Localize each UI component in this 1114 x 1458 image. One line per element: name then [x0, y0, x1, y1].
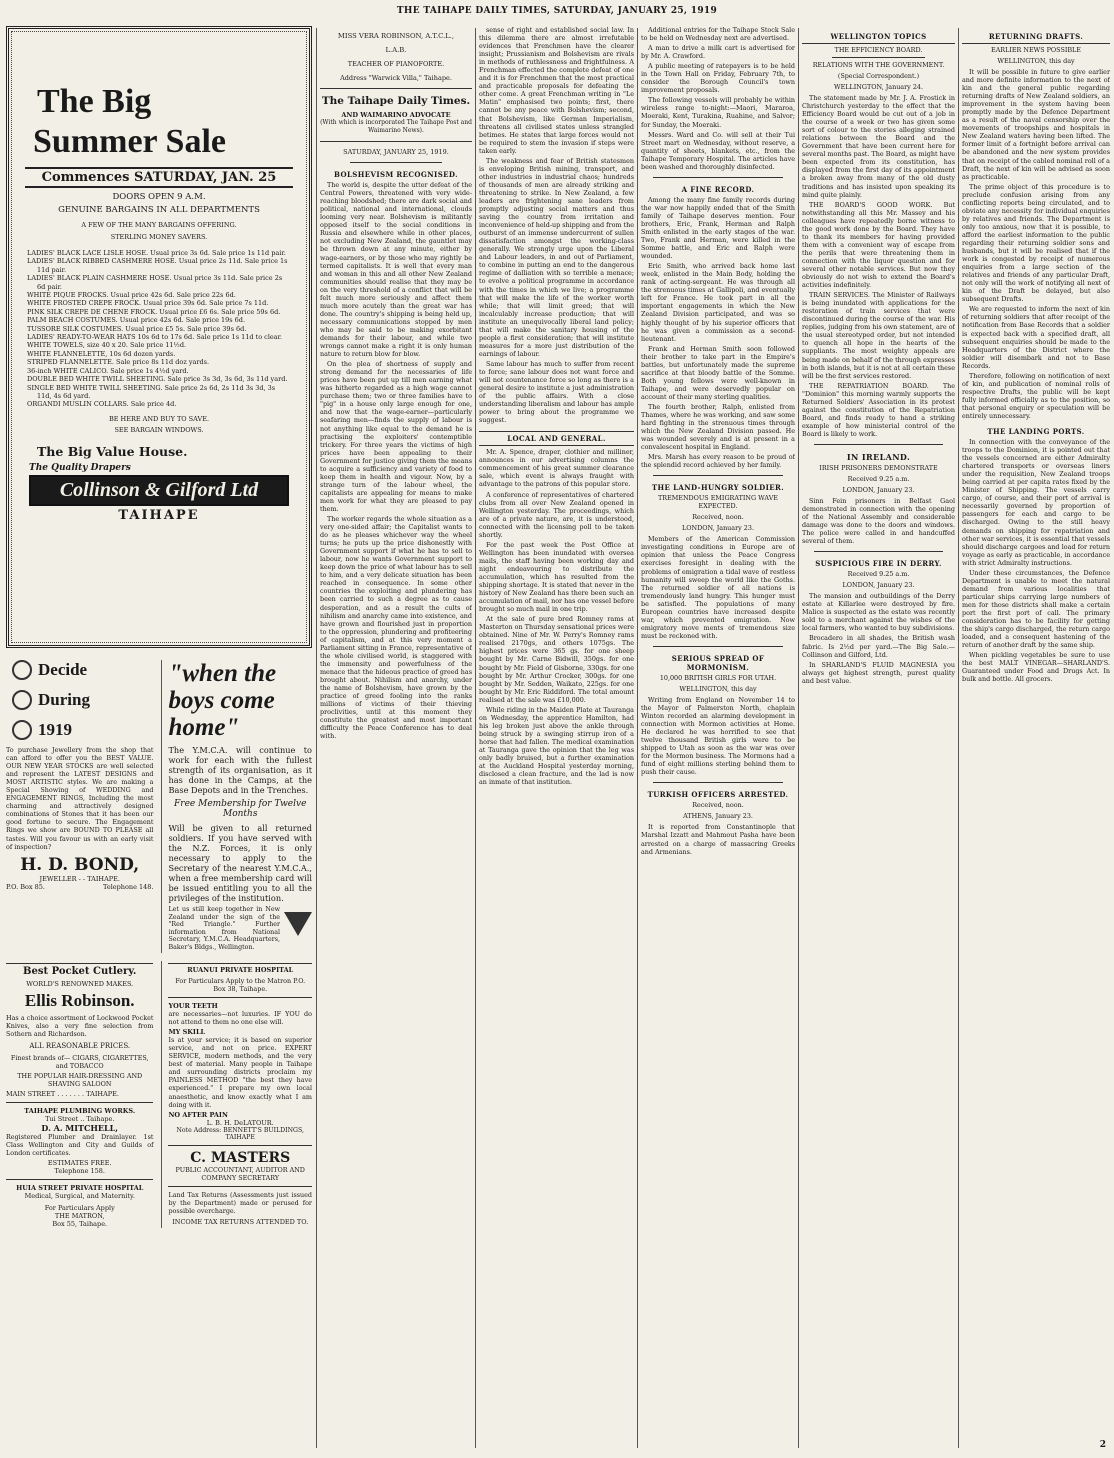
- topics-correspondent: (Special Correspondent.): [837, 72, 920, 80]
- advertisement-area: [6, 26, 312, 1452]
- sale-buy: BE HERE AND BUY TO SAVE.: [108, 414, 210, 423]
- article-paragraph: The statement made by Mr. J. A. Frostick in Christchurch yesterday to the effect that the Efficiency Board would be cut out of a job in the course of a week or two has given some sort of colour to the stories alleging strained relations between the Board and the Government that have been current here for several months past. The Board, as might have been expected from its constitution, has displayed from the first day of its appointment a broken away from many of the old dusty traditions and has insisted upon speaking its mind quite plainly.: [802, 94, 955, 199]
- article-paragraph: Additional entries for the Taihape Stock Sale to be held on Wednesday next are advertised.: [641, 26, 795, 43]
- middle-small-ads: [161, 961, 312, 1228]
- robinson-lab: L.A.B.: [385, 46, 407, 54]
- drafts-text: [962, 68, 1110, 420]
- column-4: [641, 26, 795, 1452]
- article-paragraph: The following vessels will probably be within wireless range to-night:—Maori, Mararoa, Moeraki, Kent, Turakina, Ruahine, and Salvor; for Sunday, the Moeraki.: [641, 96, 795, 129]
- column-3: [479, 26, 634, 1452]
- bond-text: To purchase Jewellery from the shop that can afford to offer you the BEST VALUE. OUR NEW YEAR STOCKS are well selected and represent the LATEST DESIGNS and MOST ARTISTIC styles. We are making a Special Showing of WEDDING and ENGAGEMENT RINGS, Including the most charming and attractively designed combinations of Stones that it has been our good fortune to secure. The Engagement Rings we show are BOUND TO PLEASE all tastes. Will you favour us with an early visit of inspection?: [6, 746, 154, 851]
- article-paragraph: Messrs. Ward and Co. will sell at their Tui Street mart on Wednesday, without reserve, a quantity of sheets, blankets, etc., from the Taihape Temporary Hospital. The articles have been washed and thoroughly disinfected.: [641, 130, 795, 171]
- cutlery-text: Has a choice assortment of Lockwood Pocket Knives, also a very fine selection from Sothern and Richardson.: [6, 1014, 154, 1039]
- article-paragraph: sense of right and established social law. In this dilemma there are almost irrefutable evidences that Frenchmen have the clearer insight; Prussianism and Bolshevism are rivals in methods of ruthlessness and frightfulness. A Frenchman effected the complete defeat of one and it is for Frenchmen that the most practical and practicable proposals for defeating the other come. A great Frenchman writing in "Le Matin" emphasised two points; first, there cannot be any peace with Bolshevism; second, that Bolshevism, like German Imperialism, threatens all civilised states unless strangled betimes. He states that large forces would not be required to stem the invasion if steps were taken early.: [479, 26, 634, 155]
- sale-item: DOUBLE BED WHITE TWILL SHEETING. Sale price 3s 3d, 3s 6d, 3s 11d yard.: [27, 375, 288, 384]
- sale-item: TUSSORE SILK COSTUMES. Usual price £5 5s. Sale price 39s 6d.: [27, 324, 247, 333]
- masthead: THE TAIHAPE DAILY TIMES, SATURDAY, JANUARY 25, 1919: [396, 6, 718, 16]
- landing-ports-heading: THE LANDING PORTS.: [987, 427, 1085, 437]
- ring-icon: [12, 720, 32, 740]
- bond-trade: JEWELLER - - TAIHAPE.: [39, 874, 120, 883]
- turkish-dateline: ATHENS, January 23.: [683, 812, 753, 821]
- sale-firm-logo: Collinson & Gilford Ltd: [29, 475, 289, 506]
- article-paragraph: A man to drive a milk cart is advertised for by Mr. A. Crawford.: [641, 44, 795, 61]
- column-rule: [637, 28, 638, 1448]
- plumbing-title: TAIHAPE PLUMBING WORKS.: [24, 1107, 136, 1116]
- article-paragraph: The worker regards the whole situation as a very one-sided affair; the Capitalist wants to do as he pleases whichever way the wheel turns; he puts up the price dishonestly with Government support if what he has to sell to labour, now he wants Government support to keep down the price of what labour has to sell to him, and a very delicate situation has been reached in consequence. In some other countries the exploiting and plundering has been carried to such a degree as to cause desperation, and as a result the cults of nihilism and anarchy came into existence, and have grown and flourished just in proportion to the oppression, plundering and profiteering of capitalism, and at this very moment a Parliament sitting in France, representative of the whole civilised world, is staggered with the immensity and powerfulness of the menace that the hideous practice of greed has brought about. Nihilism and anarchy, under the name of Bolshevism, have grown by the practice of greed fooling into the ranks millions of victims of their thieving proclivities, until at this moment they constitute the greatest and most important difficulty the Peace Conference has to deal with.: [320, 515, 472, 741]
- drafts-heading: RETURNING DRAFTS.: [962, 32, 1110, 44]
- article-paragraph: At the sale of pure bred Romney rams at Masterton on Thursday sensational prices were obtained. Nine of Mr. W. Perry's Romney rams realised 2170gs, and others 1075gs. The highest prices were 365 gs. for one sheep bought by Mr. Carne Bidwill, 350gs. for one bought by Mr. Field of Gisborne, 330gs. for one bought by Mr. Arthur Crocker, 300gs. for one bought by Mr. Sedden, Waikato, 225gs. for one bought by Mr. Eric Riddiford. The total amount realised at the sale was £10,000.: [479, 615, 634, 704]
- teeth-text-b: Is at your service; it is based on superior service, and not on price. EXPERT SERVICE, modern methods, and the very best of material. Many people in Taihape and surrounding districts proclaim my PAINLESS METHOD "the best they have experienced." I prepare my own local anaesthetic, and know exactly what I am doing with it.: [168, 1036, 312, 1109]
- bond-tel: Telephone 148.: [103, 882, 154, 891]
- plumbing-address: Tui Street .. Taihape.: [45, 1115, 115, 1124]
- sale-title-2: Summer Sale: [33, 123, 226, 160]
- sale-item: WHITE FROSTED CREPE FROCK. Usual price 39s 6d. Sale price 7s 11d.: [27, 299, 269, 308]
- article-paragraph: We are requested to inform the next of kin of returning soldiers that after receipt of the notification from Base Records that a soldier is expected back with a specified draft, all subsequent enquiries should be made to the Headquarters of the District where the soldier will disembark and not to Base Records.: [962, 305, 1110, 370]
- derry-heading: SUSPICIOUS FIRE IN DERRY.: [815, 559, 942, 569]
- article-paragraph: TRAIN SERVICES. The Minister of Railways is being inundated with applications for the restoration of train services that were discontinued during the course of the war. His replies, judging from his own statement, are of the usual stereotyped order, but not intended to quench all hope in the hearts of the suppliants. The most weighty appeals are being made on behalf of the through expresses in both islands, but it is not at all certain these will be the first services restored.: [802, 291, 955, 380]
- landing-ports-text: [962, 438, 1110, 683]
- article-paragraph: Under these circumstances, the Defence Department is unable to meet the natural demand from various localities that particular ships carrying large numbers of men for those districts shall make a certain port the first port of call. The primary consideration has to be facility for getting the ship's cargo discharged, the return cargo loaded, and a consequent hastening of the return of another draft by the same ship.: [962, 568, 1110, 650]
- ymca-headline: "when the boys come home": [168, 660, 277, 741]
- teeth-address: Note Address: BENNETT'S BUILDINGS, TAIHAPE: [176, 1126, 304, 1141]
- sale-item: PINK SILK CREPE DE CHENE FROCK. Usual price £6 6s. Sale price 59s 6d.: [27, 307, 281, 316]
- turkish-received: Received, noon.: [692, 801, 744, 810]
- robinson-name: MISS VERA ROBINSON, A.T.C.L.,: [337, 32, 455, 40]
- turkish-text: [641, 823, 795, 855]
- sale-item: STRIPED FLANNELETTE. Sale price 8s 11d doz yards.: [27, 358, 210, 367]
- mormonism-subheading: 10,000 BRITISH GIRLS FOR UTAH.: [659, 673, 777, 682]
- cutlery-name: Ellis Robinson.: [24, 991, 135, 1010]
- ireland-heading: IN IRELAND.: [846, 451, 911, 462]
- sale-item: LADIES' BLACK RIBBED CASHMERE HOSE. Usual price 2s 11d. Sale price 1s 11d pair.: [27, 257, 288, 274]
- local-general-heading: LOCAL AND GENERAL.: [479, 431, 634, 446]
- land-hungry-heading: THE LAND-HUNGRY SOLDIER.: [651, 483, 785, 493]
- bond-box: P.O. Box 85.: [6, 882, 45, 891]
- sale-item: 36-inch WHITE CALICO. Sale price 1s 4½d yard.: [27, 366, 189, 375]
- sale-item: ORGANDI MUSLIN COLLARS. Sale price 4d.: [27, 400, 177, 409]
- sale-windows: SEE BARGAIN WINDOWS.: [114, 425, 204, 434]
- article-paragraph: When pickling vegetables be sure to use the best MALT VINEGAR—SHARLAND'S. Guaranteed under Food and Drugs Act. In bulk and bottle. All grocers.: [962, 651, 1110, 684]
- turkish-heading: TURKISH OFFICERS ARRESTED.: [647, 790, 789, 800]
- mormonism-text: [641, 696, 795, 776]
- column-3-intro: [479, 26, 634, 424]
- land-hungry-text: [641, 535, 795, 640]
- editorial-text: [320, 181, 472, 740]
- derry-dateline: LONDON, January 23.: [842, 581, 915, 590]
- article-paragraph: THE REPATRIATION BOARD. The "Dominion" this morning warmly supports the Returned Soldiers' Association in its protest against the constitution of the Repatriation Board, and finds ready to hand a striking example of how ministerial control of the Board is likely to work.: [802, 381, 955, 438]
- article-paragraph: The mansion and outbuildings of the Derry estate at Killarlee were destroyed by fire. Malice is suspected as the estate was recently sold to a merchant against the wishes of the local farmers, who wanted to buy subdivisions.: [802, 592, 955, 633]
- cutlery-prices: ALL REASONABLE PRICES.: [29, 1042, 131, 1051]
- masters-role: PUBLIC ACCOUNTANT, AUDITOR AND COMPANY SECRETARY: [175, 1165, 305, 1182]
- robinson-teacher: TEACHER OF PIANOFORTE.: [347, 60, 445, 68]
- huia-subtitle: Medical, Surgical, and Maternity.: [24, 1192, 135, 1201]
- cutlery-brands: Finest brands of— CIGARS, CIGARETTES, and TOBACCO: [10, 1054, 149, 1071]
- local-general-text: [479, 448, 634, 786]
- ireland-subheading: IRISH PRISONERS DEMONSTRATE: [819, 463, 938, 472]
- topics-subheading: THE EFFICIENCY BOARD.: [834, 46, 923, 54]
- cutlery-subtitle: WORLD'S RENOWNED MAKES.: [26, 980, 134, 988]
- plumbing-name: D. A. MITCHELL,: [41, 1123, 119, 1134]
- column-6: [962, 26, 1110, 1452]
- article-paragraph: Frank and Herman Smith soon followed their brother to take part in the Empire's battles, but unfortunately made the supreme sacrifice at that bloody battle of the Somme. Both young fellows were well-known in Taihape, and were deservedly popular on account of their many sterling qualities.: [641, 344, 795, 401]
- cutlery-saloon: THE POPULAR HAIR-DRESSING AND SHAVING SALOON: [17, 1072, 143, 1089]
- article-paragraph: The prime object of this procedure is to preclude confusion arising from any conflicting reports being circulated, and to obviate any necessity for individual enquiries by relatives and friends. The Department is only too anxious, now that it is possible, to afford the earliest information to the public regarding their returning soldier sons and husbands, but it will be realised that if the work is congested by receipt of numerous enquiries from a large section of the relatives and friends of any particular Draft, not only will the work of notifying all next of kin of the Draft be delayed, but also subsequent Drafts.: [962, 182, 1110, 304]
- topics-dateline: WELLINGTON, January 24.: [834, 83, 923, 91]
- ruanui-title: RUANUI PRIVATE HOSPITAL: [187, 966, 294, 974]
- article-paragraph: It will be possible in future to give earlier and more definite information to the next of kin and the general public regarding returning drafts of New Zealand soldiers, an improvement in the system having been promptly made by the Defence Department as a result of the naval censorship over the movements of troopships and hospitals in New Zealand waters having been lifted. The former limit of a fortnight before arrival can be abandoned and the new system provides that on receipt of the cabled nominal roll of a Draft, the next of kin will be advised as soon as practicable.: [962, 68, 1110, 181]
- red-triangle-icon: [284, 912, 312, 936]
- column-rule: [316, 28, 317, 1448]
- editorial-heading: BOLSHEVISM RECOGNISED.: [334, 170, 458, 180]
- sale-item-list: [27, 249, 291, 409]
- sale-bargains: GENUINE BARGAINS IN ALL DEPARTMENTS: [58, 205, 260, 215]
- drafts-subheading: EARLIER NEWS POSSIBLE: [991, 46, 1081, 54]
- bond-name: H. D. BOND,: [20, 854, 140, 875]
- sale-few: A FEW OF THE MANY BARGAINS OFFERING.: [81, 221, 237, 229]
- bond-year: 1919: [38, 720, 72, 739]
- cutlery-title: Best Pocket Cutlery.: [23, 966, 137, 977]
- ymca-free-membership: Free Membership for Twelve Months: [174, 799, 307, 819]
- bond-during: During: [38, 690, 90, 709]
- paper-date: SATURDAY, JANUARY 25, 1919.: [343, 148, 449, 157]
- article-paragraph: Among the many fine family records during the war now happily ended that of the Smith family of Taihape deserves mention. Four brothers, Eric, Frank, Herman and Ralph Smith enlisted in the early stages of the war. Two, Frank and Herman, were killed in the Somme battle, and Eric and Ralph were wounded.: [641, 195, 795, 261]
- article-paragraph: THE BOARD'S GOOD WORK. But notwithstanding all this Mr. Massey and his colleagues have repeatedly borne witness to the good work done by the Board. They have to thank its members for having provided them with a convenient way of escape from the perils that were threatening them in connection with the liquor question and for several other notable services. But now they obviously do not wish to extend the Board's activities indefinitely.: [802, 200, 955, 290]
- robinson-address: Address "Warwick Villa," Taihape.: [340, 74, 452, 82]
- paper-title: The Taihape Daily Times.: [321, 95, 471, 107]
- article-paragraph: The world is, despite the utter defeat of the Central Powers, threatened with very wide-reaching bloodshed; there are dark social and political, national and international, clouds looming very near. Bolshevism is militantly opposed itself to the social conditions in Russia and elsewhere while in other places, not excluding New Zealand, the gauntlet may be thrown down at any minute, either by wage-earners, or by those who may rightly be termed capitalists. It is well that every man and woman in this and all other New Zealand communities should realise that they may be on the very threshold of a conflict that will be felt much more seriously and affect them much more acutely than the great war has done. The country's shipping is being held up, necessary communications stopped by men who may be said to be making exorbitant demands for their labour, and while two wrongs cannot make a right it is only human nature to return blow for blow.: [320, 181, 472, 359]
- big-summer-sale-ad: [6, 26, 312, 648]
- article-paragraph: Mr. A. Spence, draper, clothier and milliner, announces in our advertising columns the commencement of his great summer clearance sale, which event is always fraught with advantage to the patrons of this popular store.: [479, 448, 634, 489]
- article-paragraph: Members of the American Commission investigating conditions in Europe are of opinion that unless the Peace Congress exercises foresight in dealing with the problems of emigration a tidal wave of restless humanity will sweep the world like the Goths. The returned soldier of all nations is tremendously land hungry. This hunger must be satisfied. The populations of many European countries have increased despite war, which prevented emigration. Now emigratory move ments of tremendous size must be reckoned with.: [641, 535, 795, 640]
- paper-note: (With which is incorporated The Taihape Post and Waimarino News).: [320, 119, 472, 135]
- article-paragraph: Eric Smith, who arrived back home last week, enlisted in the Main Body, holding the rank of acting-sergeant. He was through all the strenuous times at Gallipoli, and eventually left for France. He took part in all the important engagements in which the New Zealand Division participated, and was so highly thought of by his superior officers that he was given a commission as a second-lieutenant.: [641, 262, 795, 343]
- article-paragraph: The fourth brother, Ralph, enlisted from Thames, where he was working, and saw some hard fighting in the strenuous times through which the New Zealand Division passed. He was wounded severely and is at present in a convalescent hospital in England.: [641, 402, 795, 452]
- bond-ad: [6, 660, 153, 953]
- sale-title-1: The Big: [37, 83, 152, 120]
- sale-item: LADIES' READY-TO-WEAR HATS 10s 6d to 17s 6d. Sale price 1s 11d to clear.: [27, 333, 283, 342]
- paper-subtitle: AND WAIMARINO ADVOCATE: [341, 111, 451, 119]
- sale-town: TAIHAPE: [118, 507, 200, 523]
- left-small-ads: [6, 961, 153, 1228]
- article-paragraph: The weakness and fear of British statesmen is enveloping British mining, transport, and other industries in industrial chaos; hundreds of thousands of men are already striking and threatening to strike. In New Zealand, a few leaders are frightening sane leaders from promptly adjusting social matters and thus saving the country from irritation and inconvenience of held-up shipping and from the outburst of an immense undercurrent of sullen dissatisfaction amongst the working-class generally. We strongly urge upon the Liberal and Labour leaders, in and out of Parliament, to combine in putting an end to the dangerous regime of dalliation with so terrible a menace; to evolve a political programme in accordance with the times in which we live; a programme that will make the life of the worker worth while; that will limit greed; that will incalculably increase production; that will institute an unequivocally liberal land policy; that will make the sanitary housing of the people a first consideration; that will institute measures for a more just distribution of the earnings of labour.: [479, 156, 634, 358]
- mormonism-heading: SERIOUS SPREAD OF MORMONISM.: [671, 653, 765, 672]
- page-number: 2: [1099, 1440, 1106, 1450]
- topics-subheading-2: RELATIONS WITH THE GOVERNMENT.: [812, 61, 945, 69]
- plumbing-telephone: Telephone 158.: [54, 1167, 105, 1176]
- derry-text: [802, 592, 955, 685]
- sale-value-house: The Big Value House.: [37, 443, 188, 459]
- ireland-dateline: LONDON, January 23.: [842, 485, 915, 494]
- ring-icon: [12, 660, 32, 680]
- cutlery-street: MAIN STREET . . . . . . . TAIHAPE.: [6, 1090, 119, 1099]
- article-paragraph: It is reported from Constantinople that Marshal Izzatt and Mahmout Pasha have been arrested on a charge of massacring Greeks and Armenians.: [641, 823, 795, 856]
- huia-text: For Particulars Apply: [44, 1204, 115, 1213]
- column-4-top: [641, 26, 795, 171]
- article-paragraph: Mrs. Marsh has every reason to be proud of the splendid record achieved by her family.: [641, 453, 795, 470]
- land-hungry-received: Received, noon.: [692, 513, 744, 522]
- drafts-dateline: WELLINGTON, this day: [997, 57, 1075, 65]
- sale-item: WHITE FLANNELETTE, 10s 6d dozen yards.: [27, 349, 176, 358]
- article-paragraph: Therefore, following on notification of next of kin, and publication of nominal rolls of respective Drafts, the public will be kept fully informed officially as to the position, so that personal enquiry or speculation will be entirely unnecessary.: [962, 371, 1110, 420]
- article-paragraph: In connection with the conveyance of the troops to the Dominion, it is pointed out that the vessels concerned are either Admiralty chartered transports or overseas liners under the requisition, New Zealand troops being carried at per capita rates fixed by the Minister of Shipping. The vessels carry cargo, of course, and their port of arrival is necessarily governed by proportion of passengers for each and cargo to be discharged. Owing to the still heavy demands on shipping for repatriation and other war services, it is essential that vessels should discharge cargoes and load for return voyage as early as practicable, in accordance with strict Admiralty instructions.: [962, 438, 1110, 567]
- ymca-text-1: The Y.M.C.A. will continue to work for each with the fullest strength of its organisation, as it has done in the Camps, at the Base Depots and in the Trenches.: [168, 745, 312, 795]
- plumbing-estimates: ESTIMATES FREE.: [47, 1159, 112, 1168]
- ymca-ad: [161, 660, 312, 953]
- bond-decide: Decide: [38, 660, 88, 679]
- ireland-received: Received 9.25 a.m.: [847, 474, 910, 483]
- teeth-text-a: are necessaries—not luxuries. IF YOU do not attend to them no one else will.: [168, 1010, 312, 1027]
- article-paragraph: For the past week the Post Office at Wellington has been inundated with oversea mails, the staff having been working day and night endeavouring to distribute the accumulation, which has resulted from the shipping shortage. It is stated that never in the history of New Zealand has there been such an accumulation of mail, nor has one vessel before brought so much mail in one trip.: [479, 540, 634, 614]
- sale-doors: DOORS OPEN 9 A.M.: [112, 192, 206, 202]
- sale-item: LADIES' BLACK PLAIN CASHMERE HOSE. Usual price 3s 11d. Sale price 2s 6d pair.: [27, 274, 283, 291]
- ireland-text: [802, 497, 955, 545]
- column-rule: [475, 28, 476, 1448]
- ring-icon: [12, 690, 32, 710]
- teeth-no-pain: NO AFTER PAIN: [168, 1110, 228, 1119]
- sale-item: SINGLE BED WHITE TWILL SHEETING. Sale price 2s 6d, 2s 11d 3s 3d, 3s 11d, 4s 6d yard.: [27, 383, 276, 400]
- article-paragraph: A public meeting of ratepayers is to be held in the Town Hall on Friday, February 7th, to consider the Borough Council's town improvement proposals.: [641, 62, 795, 95]
- mormonism-dateline: WELLINGTON, this day: [679, 684, 757, 693]
- teeth-name: L. B. H. DeLATOUR.: [206, 1118, 274, 1127]
- article-paragraph: Same labour has much to suffer from recent to force; sane labour does not want force and will not countenance force so long as there is a general desire to institute a just administration of the public affairs. With a close understanding liberalism and labour has ample power to bring about the programme we suggest.: [479, 359, 634, 425]
- sale-item: WHITE PIQUE FROCKS. Usual price 42s 6d. Sale price 22s 6d.: [27, 291, 236, 300]
- topics-heading: WELLINGTON TOPICS: [802, 32, 955, 44]
- editorial-column: [320, 26, 472, 1452]
- masters-text: Land Tax Returns (Assessments just issued by the Department) made or perused for possible overcharge.: [168, 1190, 312, 1215]
- fine-record-text: [641, 196, 795, 470]
- sale-savers: STERLING MONEY SAVERS.: [110, 233, 208, 241]
- column-rule: [958, 28, 959, 1448]
- topics-text: [802, 94, 955, 438]
- derry-received: Received 9.25 a.m.: [847, 570, 910, 579]
- masters-name: C. MASTERS: [190, 1149, 291, 1166]
- land-hungry-subheading: TREMENDOUS EMIGRATING WAVE EXPECTED.: [658, 494, 778, 511]
- article-paragraph: Sinn Fein prisoners in Belfast Gaol demonstrated in connection with the opening of the National Assembly and considerable damage was done to the doors and windows. The police were called in and handcuffed several of them.: [802, 496, 955, 546]
- article-paragraph: On the plea of shortness of supply and strong demand for the necessaries of life prices have been put up till men earning what was hitherto regarded as a high wage cannot purchase them; two or three families have to "pig" in a house only large enough for one, and now that the wage-earner—particularly seafaring men—finds the supply of labour is not anything like equal to the demand he is practising the exploiters' contemptible trickery. For three years the victims of high prices have been appealing to their Government for justice giving them the means to acquire a sufficiency and variety of food to keep them in health and vigour. Now, by a strange turn of the labour wheel, the capitalists are appealing for means to make men work for what they are pleased to pay them.: [320, 360, 472, 513]
- teeth-skill: MY SKILL: [168, 1028, 206, 1037]
- huia-box: Box 55, Taihape.: [52, 1220, 108, 1229]
- teeth-title: YOUR TEETH: [168, 1002, 218, 1011]
- column-rule: [798, 28, 799, 1448]
- sale-quality: The Quality Drapers: [29, 462, 131, 473]
- article-paragraph: A conference of representatives of chartered clubs from all over New Zealand opened in Wellington yesterday. The proceedings, which are of a private nature, are, it is understood, connected with the licensing poll to be taken shortly.: [479, 490, 634, 539]
- sale-item: WHITE TOWELS, size 40 x 20. Sale price 11½d.: [27, 341, 187, 350]
- column-5: [802, 26, 955, 1452]
- ymca-text-3: Let us still keep together in New Zealand under the sign of the "Red Triangle." Further information from National Secretary, Y.M.C.A. Headquarters, Baker's Bldgs., Wellington.: [168, 906, 280, 951]
- sale-item: PALM BEACH COSTUMES. Usual price 42s 6d. Sale price 19s 6d.: [27, 316, 246, 325]
- huia-title: HUIA STREET PRIVATE HOSPITAL: [16, 1184, 144, 1193]
- article-paragraph: While riding in the Maiden Plate at Tauranga on Wednesday, the apprentice Hamilton, had his leg broken just above the ankle through being struck by a swinging stirrup iron of a horse that had fallen. The medical examination at Tauranga gave the opinion that the leg was only badly bruised, but a further examination at the Auckland Hospital yesterday morning, disclosed a clean fracture, and the lad is now an inmate of that institution.: [479, 705, 634, 787]
- article-paragraph: Writing from England on November 14 to the Mayor of Palmerston North, chaplain Winton recorded an alarming development in connection with Mormon activities at Home. He declared he was horrified to see that twelve thousand British girls were to be shipped to Utah as soon as the war was over for the Mormon business. The Mormons had a fund of eight millions sterling behind them to push their cause.: [641, 695, 795, 777]
- ymca-text-2: Will be given to all returned soldiers. If you have served with the N.Z. Forces, it is only necessary to apply to the Secretary of the nearest Y.M.C.A., when a free membership card will be issued entitling you to all the privileges of the institution.: [168, 823, 312, 903]
- ruanui-text: For Particulars Apply to the Matron P.O. Box 38, Taihape.: [175, 977, 306, 994]
- plumbing-text: Registered Plumber and Drainlayer. 1st Class Wellington and City and Guilds of London certificates.: [6, 1133, 154, 1158]
- fine-record-heading: A FINE RECORD.: [681, 184, 755, 194]
- article-paragraph: Brocadero in all shades, the British wash fabric. Is 2½d per yard.—The Big Sale.—Collinson and Gilford, Ltd.: [802, 634, 955, 659]
- article-paragraph: In SHARLAND'S FLUID MAGNESIA you always get highest strength, purest quality and best value.: [802, 660, 955, 685]
- sale-commences: Commences SATURDAY, JAN. 25: [25, 167, 293, 188]
- sale-item: LADIES' BLACK LACE LISLE HOSE. Usual price 3s 6d. Sale price 1s 11d pair.: [27, 249, 286, 257]
- huia-matron: THE MATRON,: [54, 1212, 105, 1221]
- land-hungry-dateline: LONDON, January 23.: [682, 524, 754, 533]
- masters-tail: INCOME TAX RETURNS ATTENDED TO.: [172, 1217, 309, 1226]
